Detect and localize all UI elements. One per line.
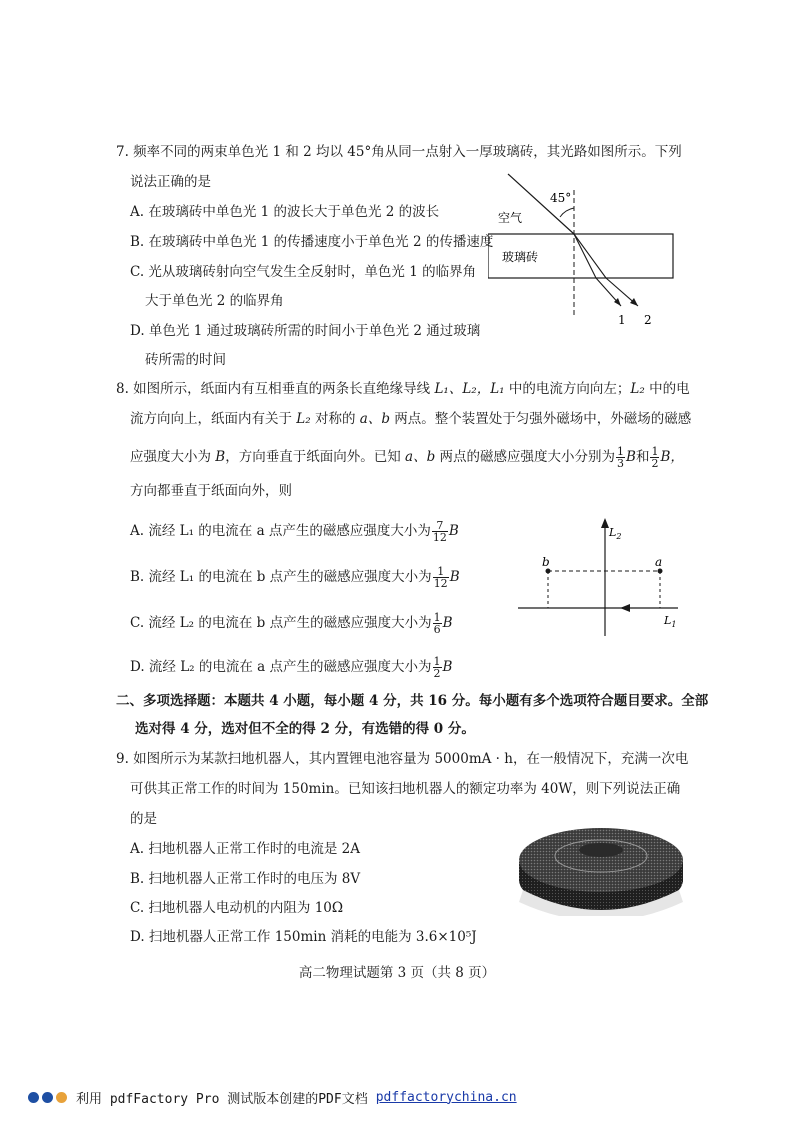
q7-option-a: A. 在玻璃砖中单色光 1 的波长大于单色光 2 的波长 bbox=[130, 204, 440, 220]
wire-L1-arrow bbox=[620, 604, 630, 612]
q7-stem-line2: 说法正确的是 bbox=[130, 174, 211, 190]
watermark-dot-icon bbox=[56, 1092, 67, 1103]
q8-stem-line2: 流方向向上，纸面内有关于 L₂ 对称的 a、b 两点。整个装置处于匀强外磁场中，外磁场的磁感 bbox=[130, 411, 692, 427]
q7-option-c-line2: 大于单色光 2 的临界角 bbox=[145, 293, 284, 309]
q8-option-a: A. 流经 L₁ 的电流在 a 点产生的磁感应强度大小为 $\frac{7}{12}$ B bbox=[130, 519, 459, 544]
pdffactory-watermark bbox=[28, 1087, 517, 1107]
q9-option-b: B. 扫地机器人正常工作时的电压为 8V bbox=[130, 871, 361, 887]
ray1-in-glass bbox=[574, 234, 596, 278]
ray1-label: 1 bbox=[618, 313, 626, 327]
wire-L2-arrow bbox=[601, 518, 609, 528]
q7-option-b: B. 在玻璃砖中单色光 1 的传播速度小于单色光 2 的传播速度 bbox=[130, 234, 494, 250]
q7-light-path-figure bbox=[488, 168, 688, 328]
point-b bbox=[546, 569, 551, 574]
ray2-in-glass bbox=[574, 234, 606, 278]
q9-option-a: A. 扫地机器人正常工作时的电流是 2A bbox=[130, 841, 360, 857]
section2-heading-line1: 二、多项选择题：本题共 4 小题，每小题 4 分，共 16 分。每小题有多个选项符合题目要求。全部 bbox=[116, 693, 709, 709]
robot-vacuum-image bbox=[515, 820, 687, 916]
q8-option-b: B. 流经 L₁ 的电流在 b 点产生的磁感应强度大小为 $\frac{1}{12}$ B bbox=[130, 565, 460, 590]
point-a bbox=[658, 569, 663, 574]
fraction-one-third: $\frac{1}{3}$ bbox=[617, 445, 625, 470]
angle-arc bbox=[560, 208, 574, 217]
angle-label: 45° bbox=[550, 191, 572, 205]
q9-option-d: D. 扫地机器人正常工作 150min 消耗的电能为 3.6×10⁵J bbox=[130, 929, 477, 945]
glass-label: 玻璃砖 bbox=[502, 250, 539, 264]
q7-option-d-line2: 砖所需的时间 bbox=[145, 352, 226, 368]
q8-option-c: C. 流经 L₂ 的电流在 b 点产生的磁感应强度大小为 $\frac{1}{6}$ B bbox=[130, 611, 453, 636]
q9-stem-line3: 的是 bbox=[130, 811, 157, 827]
q8-option-d: D. 流经 L₂ 的电流在 a 点产生的磁感应强度大小为 $\frac{1}{2}$ B bbox=[130, 655, 453, 680]
q8-wire-figure bbox=[512, 514, 687, 639]
page-number-footer: 高二物理试题第 3 页（共 8 页） bbox=[298, 965, 496, 981]
q7-option-c-line1: C. 光从玻璃砖射向空气发生全反射时，单色光 1 的临界角 bbox=[130, 264, 477, 280]
air-label: 空气 bbox=[498, 211, 523, 225]
watermark-dot-icon bbox=[28, 1092, 39, 1103]
fraction-one-half: $\frac{1}{2}$ bbox=[651, 445, 659, 470]
point-b-label: b bbox=[542, 555, 550, 569]
q9-option-c: C. 扫地机器人电动机的内阻为 10Ω bbox=[130, 900, 344, 916]
q9-stem-line1: 9. 如图所示为某款扫地机器人，其内置锂电池容量为 5000mA · h，在一般情况下，充满一次电 bbox=[116, 751, 689, 767]
point-a-label: a bbox=[655, 555, 663, 569]
q9-stem-line2: 可供其正常工作的时间为 150min。已知该扫地机器人的额定功率为 40W，则下列说法正确 bbox=[130, 781, 681, 797]
L1-label: $L_1$ bbox=[664, 614, 677, 629]
q7-stem-line1: 7. 频率不同的两束单色光 1 和 2 均以 45°角从同一点射入一厚玻璃砖，其光路如图所示。下列 bbox=[116, 144, 682, 160]
watermark-text: 利用 pdfFactory Pro 测试版本创建的PDF文档 bbox=[76, 1091, 368, 1107]
q8-stem-line4: 方向都垂直于纸面向外，则 bbox=[130, 483, 292, 499]
ray2-arrow bbox=[630, 298, 638, 306]
q7-option-d-line1: D. 单色光 1 通过玻璃砖所需的时间小于单色光 2 通过玻璃 bbox=[130, 323, 481, 339]
section2-heading-line2: 选对得 4 分，选对但不全的得 2 分，有选错的得 0 分。 bbox=[135, 721, 475, 737]
q8-stem-line1: 8. 如图所示，纸面内有互相垂直的两条长直绝缘导线 L₁、L₂，L₁ 中的电流方向向左；L₂ 中的电 bbox=[116, 381, 690, 397]
watermark-dot-icon bbox=[42, 1092, 53, 1103]
watermark-link[interactable]: pdffactorychina.cn bbox=[375, 1089, 517, 1105]
L2-label: $L_2$ bbox=[609, 526, 622, 541]
robot-top bbox=[519, 828, 683, 892]
q8-stem-line3: 应强度大小为 B，方向垂直于纸面向外。已知 a、b 两点的磁感应强度大小分别为 $\frac{1}{3}$ B和 $\frac{1}{2}$ B， bbox=[130, 445, 684, 470]
ray2-label: 2 bbox=[644, 313, 652, 327]
